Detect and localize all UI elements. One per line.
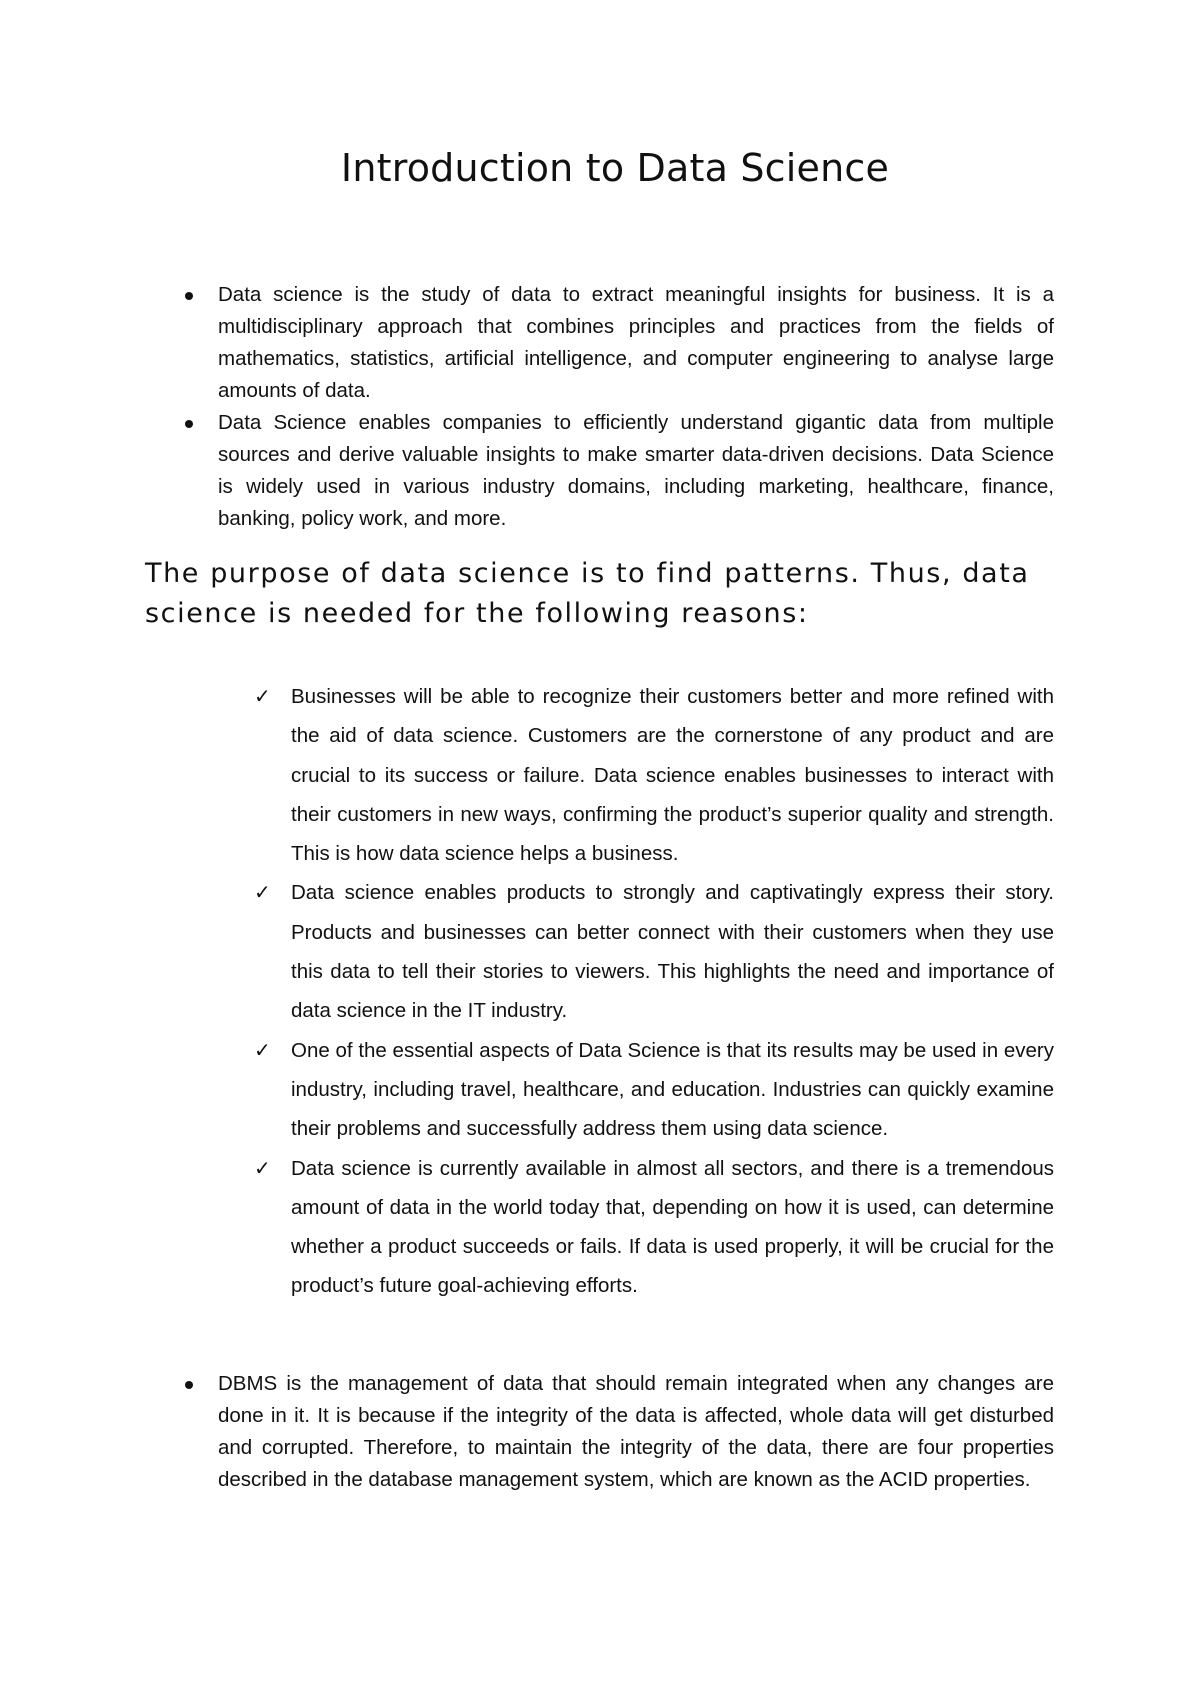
reason-text: Businesses will be able to recognize their customers better and more refined with the aid of data science. Customers are the cornerstone of any product and are crucial to its success or failure. Data science enables businesses to interact with their customers in new ways, confirming the product’s superior quality and strength. This is how data science helps a business.	[291, 685, 1054, 866]
intro-bullet-list	[218, 279, 1054, 535]
list-item	[218, 407, 1054, 535]
list-item	[254, 1149, 1054, 1306]
checkmark-icon: ✓	[254, 684, 271, 708]
bullet-dot-icon	[185, 292, 193, 300]
dbms-bullet-list	[218, 1368, 1054, 1496]
reason-text: Data science is currently available in almost all sectors, and there is a tremendous amount of data in the world today that, depending on how it is used, can determine whether a product succeeds or fails. If data is used properly, it will be crucial for the product’s future goal-achieving efforts.	[291, 1156, 1054, 1298]
purpose-heading: The purpose of data science is to find patterns. Thus, data science is needed for the following reasons:	[145, 558, 1030, 629]
list-item	[254, 873, 1054, 1030]
reasons-checklist	[254, 677, 1054, 1306]
bullet-dot-icon	[185, 420, 193, 428]
reason-text: Data science enables products to strongly and captivatingly express their story. Products and businesses can better connect with their customers when they use this data to tell their stories to viewers. This highlights the need and importance of data science in the IT industry.	[291, 881, 1054, 1023]
list-item	[254, 1031, 1054, 1149]
checkmark-icon: ✓	[254, 880, 271, 905]
list-item	[254, 677, 1054, 873]
intro-bullet-text: Data Science enables companies to efficiently understand gigantic data from multiple sources and derive valuable insights to make smarter data-driven decisions. Data Science is widely used in various industry domains, including marketing, healthcare, finance, banking, policy work, and more.	[218, 411, 1054, 530]
dbms-bullet-text: DBMS is the management of data that should remain integrated when any changes are done in it. It is because if the integrity of the data is affected, whole data will get disturbed and corrupted. Therefore, to maintain the integrity of the data, there are four properties described in the database management system, which are known as the ACID properties.	[218, 1372, 1054, 1491]
checkmark-icon: ✓	[254, 1155, 271, 1180]
list-item	[218, 279, 1054, 407]
page-title: Introduction to Data Science	[340, 146, 890, 190]
bullet-dot-icon	[185, 1381, 193, 1389]
checkmark-icon: ✓	[254, 1037, 271, 1062]
reason-text: One of the essential aspects of Data Science is that its results may be used in every industry, including travel, healthcare, and education. Industries can quickly examine their problems and successfully address them using data science.	[291, 1038, 1054, 1141]
intro-bullet-text: Data science is the study of data to extract meaningful insights for business. It is a multidisciplinary approach that combines principles and practices from the fields of mathematics, statistics, artificial intelligence, and computer engineering to analyse large amounts of data.	[218, 283, 1054, 402]
list-item	[218, 1368, 1054, 1496]
